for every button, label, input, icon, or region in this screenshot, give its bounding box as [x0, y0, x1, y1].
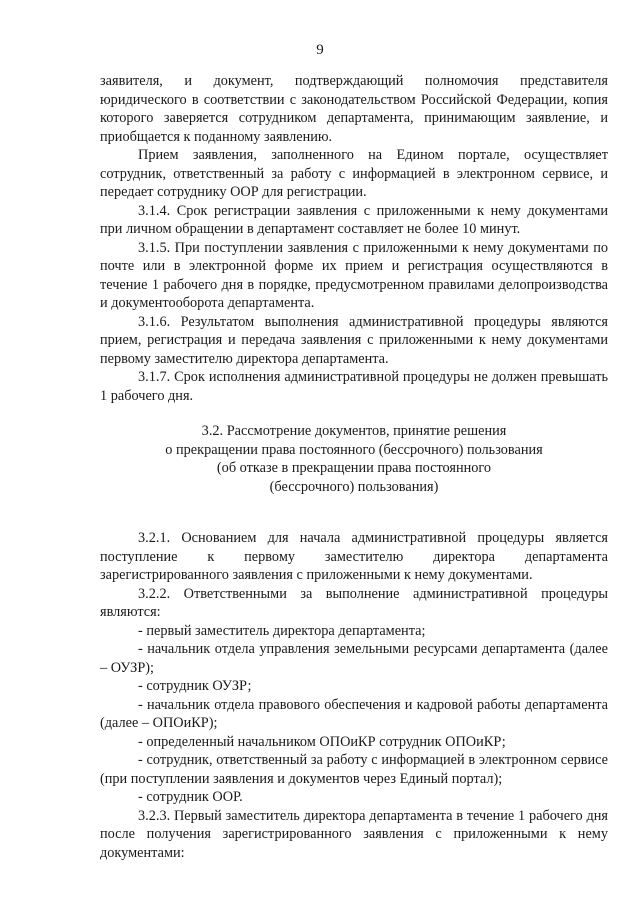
page-number: 9 [316, 42, 324, 58]
paragraph: 3.1.5. При поступлении заявления с приложенными к нему документами по почте или в электронной форме их прием и регистрация осуществляются в течение 1 рабочего дня в порядке, предусмотренном правилами делопроизводства и документооборота департамента. [100, 239, 608, 311]
paragraph: заявителя, и документ, подтверждающий полномочия представителя юридического в соответствии с законодательством Российской Федерации, копия которого заверяется сотрудником департамента, принимающим заявление, и приобщается к поданному заявлению. [100, 73, 608, 145]
list-item: - определенный начальником ОПОиКР сотрудник ОПОиКР; [138, 733, 506, 750]
section-heading-line: о прекращении права постоянного (бессрочного) пользования [165, 441, 543, 458]
list-item: - начальник отдела управления земельными ресурсами департамента (далее – ОУЗР); [100, 641, 608, 676]
list-item: - сотрудник ОУЗР; [138, 678, 252, 694]
paragraph-group-bottom [100, 529, 608, 862]
paragraph-group-top [100, 72, 608, 405]
list-item: - первый заместитель директора департамента; [138, 622, 426, 639]
list-item: - начальник отдела правового обеспечения и кадровой работы департамента (далее – ОПОиКР); [100, 696, 608, 731]
paragraph: 3.2.2. Ответственными за выполнение административной процедуры являются: [100, 585, 608, 620]
paragraph: 3.1.6. Результатом выполнения административной процедуры являются прием, регистрация и передача заявления с приложенными к нему документами первому заместителю директора департамента. [100, 313, 608, 367]
section-heading-line: (об отказе в прекращении права постоянного [216, 460, 492, 476]
paragraph: 3.2.3. Первый заместитель директора департамента в течение 1 рабочего дня после получения зарегистрированного заявления с приложенными к нему документами: [100, 807, 608, 861]
paragraph: Прием заявления, заполненного на Едином портале, осуществляет сотрудник, ответственный за работу с информацией в электронном сервисе, и передает сотруднику ООР для регистрации. [100, 147, 608, 200]
section-heading [100, 422, 608, 496]
paragraph: 3.2.1. Основанием для начала административной процедуры является поступление к первому заместителю директора департамента зарегистрированного заявления с приложенными к нему документами. [100, 530, 608, 583]
paragraph: 3.1.7. Срок исполнения административной процедуры не должен превышать 1 рабочего дня. [100, 369, 608, 404]
list-item: - сотрудник ООР. [138, 789, 243, 805]
paragraph: 3.1.4. Срок регистрации заявления с приложенными к нему документами при личном обращении в департамент составляет не более 10 минут. [100, 202, 608, 237]
list-item: - сотрудник, ответственный за работу с информацией в электронном сервисе (при поступлении заявления и документов через Единый портал); [100, 752, 608, 787]
document-body [100, 72, 608, 862]
section-heading-line: (бессрочного) пользования) [269, 478, 439, 495]
section-heading-line: 3.2. Рассмотрение документов, принятие решения [201, 423, 507, 439]
